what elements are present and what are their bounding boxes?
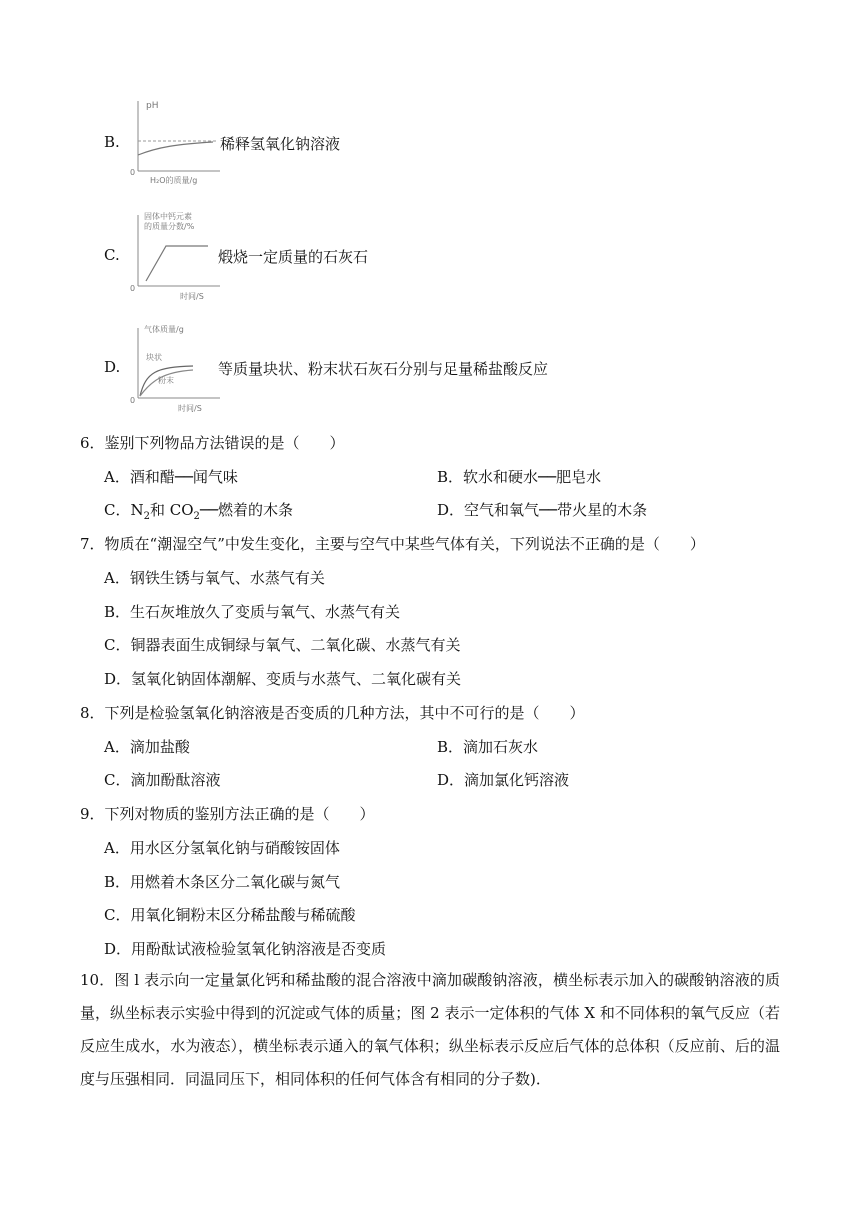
q7-stem: 7．物质在“潮湿空气”中发生变化，主要与空气中某些气体有关，下列说法不正确的是（ ） xyxy=(80,535,705,553)
q9-option-d: D．用酚酞试液检验氢氧化钠溶液是否变质 xyxy=(104,940,387,958)
q10-text: 10．图 l 表示向一定量氯化钙和稀盐酸的混合溶液中滴加碳酸钠溶液，横坐标表示加入的碳酸钠溶液的质量，纵坐标表示实验中得到的沉淀或气体的质量；图 2 表示一定体积的气体 X 和不同体积的氧气反应（若反应生成水，水为液态），横坐标表示通入的氧气体积；纵坐标表示反应后气体的总体积（反应前、后的温度与压强相同．同温同压下，相同体积的任何气体含有相同的分子数)． xyxy=(80,971,780,1088)
y-axis-label-2: 的质量分数/% xyxy=(144,222,195,231)
option-b-desc: 稀释氢氧化钠溶液 xyxy=(220,135,341,153)
option-b-letter: B. xyxy=(104,133,120,151)
origin-label: 0 xyxy=(130,284,136,293)
calcium-fraction-graph xyxy=(128,207,223,302)
x-axis-label: 时间/S xyxy=(178,404,202,413)
q6-option-a: A．酒和醋──闻气味 xyxy=(104,468,238,486)
option-c-letter: C. xyxy=(104,246,120,264)
gas-mass-graph xyxy=(128,320,223,415)
q9-option-c: C．用氧化铜粉末区分稀盐酸与稀硫酸 xyxy=(104,906,356,924)
curve-label-powder: 粉末 xyxy=(158,376,174,385)
q6-option-d: D．空气和氧气──带火星的木条 xyxy=(437,501,648,519)
q8-option-c: C．滴加酚酞溶液 xyxy=(104,771,221,789)
q8-option-a: A．滴加盐酸 xyxy=(104,738,190,756)
q7-option-b: B．生石灰堆放久了变质与氧气、水蒸气有关 xyxy=(104,603,401,621)
q8-option-d: D．滴加氯化钙溶液 xyxy=(437,771,570,789)
q9-stem: 9．下列对物质的鉴别方法正确的是（ ） xyxy=(80,805,375,823)
option-c-desc: 煅烧一定质量的石灰石 xyxy=(218,248,369,266)
q8-stem: 8．下列是检验氢氧化钠溶液是否变质的几种方法，其中不可行的是（ ） xyxy=(80,704,585,722)
ph-dilution-graph xyxy=(128,97,223,185)
q6-stem: 6．鉴别下列物品方法错误的是（ ） xyxy=(80,434,345,452)
q9-option-a: A．用水区分氢氧化钠与硝酸铵固体 xyxy=(104,839,340,857)
curve-label-lump: 块状 xyxy=(146,353,162,362)
x-axis-label: 时间/S xyxy=(180,292,204,301)
q7-option-d: D．氢氧化钠固体潮解、变质与水蒸气、二氧化碳有关 xyxy=(104,670,462,688)
origin-label: 0 xyxy=(130,168,136,177)
x-axis-label: H₂O的质量/g xyxy=(150,176,198,185)
q6-option-c: C．$N_2$和 $CO_2──$燃着的木条 xyxy=(104,501,293,522)
q6-option-b: B．软水和硬水──肥皂水 xyxy=(437,468,602,486)
q7-option-a: A．钢铁生锈与氧气、水蒸气有关 xyxy=(104,569,325,587)
q8-option-b: B．滴加石灰水 xyxy=(437,738,539,756)
option-d-letter: D. xyxy=(104,358,121,376)
q9-option-b: B．用燃着木条区分二氧化碳与氮气 xyxy=(104,873,341,891)
q7-option-c: C．铜器表面生成铜绿与氧气、二氧化碳、水蒸气有关 xyxy=(104,636,461,654)
y-axis-label-1: 固体中钙元素 xyxy=(144,212,192,221)
option-d-desc: 等质量块状、粉末状石灰石分别与足量稀盐酸反应 xyxy=(218,360,549,378)
y-axis-label: 气体质量/g xyxy=(144,325,184,334)
origin-label: 0 xyxy=(130,396,136,405)
y-axis-label: pH xyxy=(146,101,159,111)
